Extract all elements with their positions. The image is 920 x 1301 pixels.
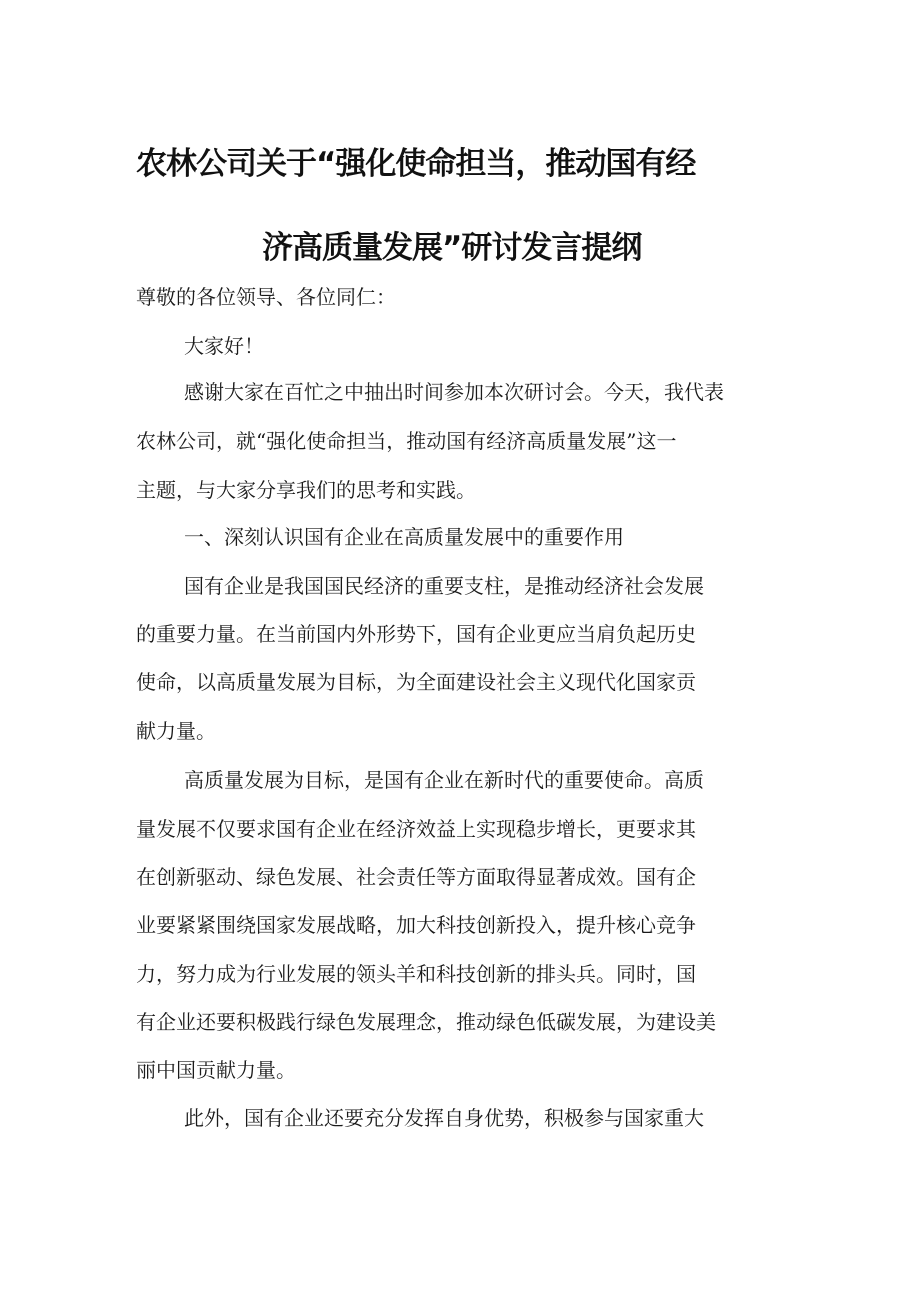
paragraph-line: 国有企业是我国国民经济的重要支柱，是推动经济社会发展 [184,574,704,598]
greeting: 大家好！ [184,334,264,358]
section-heading: 一、深刻认识国有企业在高质量发展中的重要作用 [184,525,624,549]
salutation: 尊敬的各位领导、各位同仁： [136,285,396,309]
paragraph-line: 高质量发展为目标，是国有企业在新时代的重要使命。高质 [184,768,704,792]
paragraph-line: 使命，以高质量发展为目标，为全面建设社会主义现代化国家贡 [136,670,696,694]
paragraph-line: 在创新驱动、绿色发展、社会责任等方面取得显著成效。国有企 [136,865,696,889]
paragraph-line: 的重要力量。在当前国内外形势下，国有企业更应当肩负起历史 [136,622,696,646]
paragraph-line: 力，努力成为行业发展的领头羊和科技创新的排头兵。同时，国 [136,962,696,986]
paragraph-line: 量发展不仅要求国有企业在经济效益上实现稳步增长，更要求其 [136,817,696,841]
paragraph-line: 感谢大家在百忙之中抽出时间参加本次研讨会。今天，我代表 [184,380,724,404]
paragraph-line: 主题，与大家分享我们的思考和实践。 [136,478,476,502]
paragraph-line: 丽中国贡献力量。 [136,1058,296,1082]
document-title-line-2: 济高质量发展”研讨发言提纲 [262,230,642,266]
paragraph-line: 献力量。 [136,719,216,743]
paragraph-line: 有企业还要积极践行绿色发展理念，推动绿色低碳发展，为建设美 [136,1010,716,1034]
paragraph-line: 农林公司，就“强化使命担当，推动国有经济高质量发展”这一 [136,429,677,453]
paragraph-line: 业要紧紧围绕国家发展战略，加大科技创新投入，提升核心竞争 [136,913,696,937]
paragraph-line: 此外，国有企业还要充分发挥自身优势，积极参与国家重大 [184,1106,704,1130]
document-title-line-1: 农林公司关于“强化使命担当，推动国有经 [136,146,696,182]
